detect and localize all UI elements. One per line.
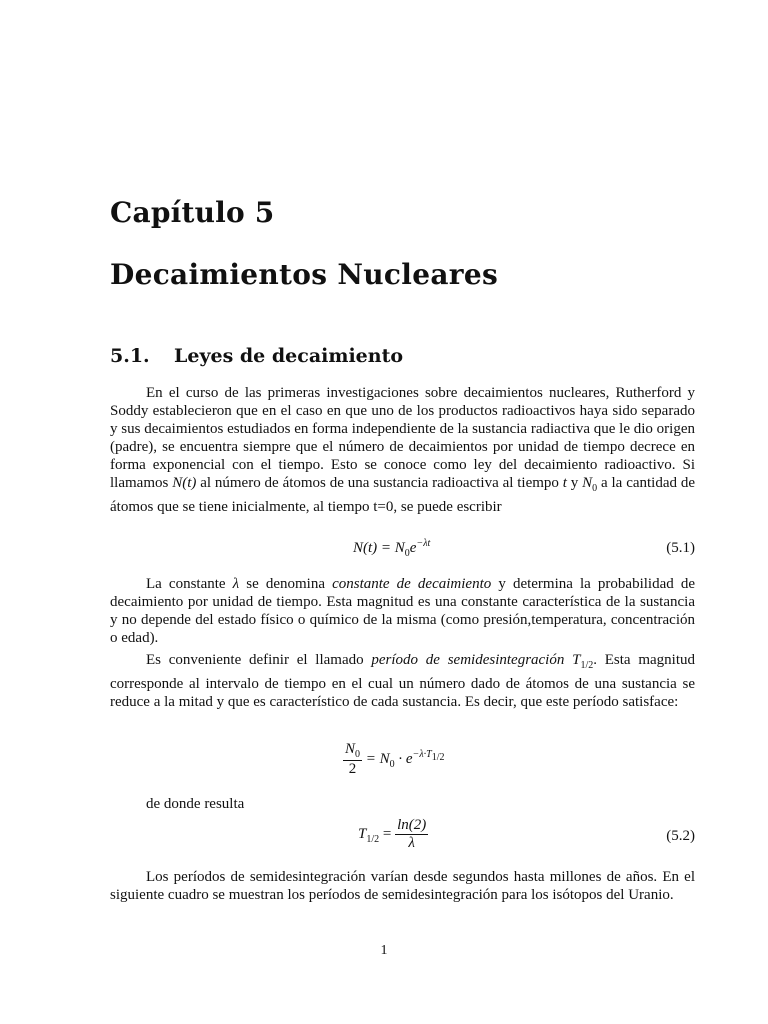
eq2-lhs: T [358, 825, 367, 842]
section-heading [110, 345, 403, 367]
var-nt: N(t) [172, 475, 197, 491]
paragraph-half-life [110, 651, 695, 711]
de-donde-resulta: de donde resulta [146, 796, 245, 812]
equation-number-5-2: (5.2) [666, 828, 695, 844]
section-title: Leyes de decaimiento [174, 345, 404, 367]
eq-half-rhs: = N [365, 750, 390, 767]
paragraph-constant [110, 575, 695, 647]
term-constante-decaimiento: constante de decaimiento [332, 576, 492, 592]
paragraph-half-life-text-b: . Esta magnitud corresponde al intervalo de tiempo en el cual un número dado de átomos de una sustancia se reduce a la mitad y que es característico de cada sustancia. Es decir, que este período satisface: [110, 652, 695, 710]
fraction-lambda: λ [408, 835, 415, 851]
fraction-n0-over-2 [343, 741, 362, 778]
paragraph-constant-text-b: se denomina [239, 576, 333, 592]
equation-5-2 [358, 817, 428, 852]
eq2-lhs-sub: 1/2 [366, 833, 380, 845]
equation-5-1 [353, 538, 430, 559]
paragraph-intro-text-d: a la cantidad de átomos que se tiene inicialmente, al tiempo t=0, se puede escribir [110, 475, 696, 515]
chapter-label: Capítulo 5 [110, 196, 275, 229]
eq2-equals: = [379, 825, 396, 842]
lambda-symbol: λ [232, 576, 240, 592]
eq-half-dot-e: · e [394, 750, 413, 767]
eq1-lhs: N(t) = N [353, 540, 405, 556]
fraction-ln2-over-lambda [395, 817, 428, 852]
eq1-exponent: −λt [416, 538, 431, 549]
paragraph-intro-text: En el curso de las primeras investigaciones sobre decaimientos nucleares, Rutherford y Soddy establecieron que en el caso en que uno de los productos radioactivos haya sido separado y sus decaimientos estudiados en forma independiente de la sustancia radiactiva que le dio origen (padre), se encuentra siempre que el número de decaimientos por unidad de tiempo decrece en forma exponencial con el tiempo. Esto se conoce como ley del decaimiento radioactivo. Si llamamos [110, 385, 695, 491]
var-n0-sub: 0 [592, 483, 598, 494]
eq-half-exp-sub: 1/2 [431, 751, 445, 763]
eq1-sub: 0 [404, 548, 410, 559]
var-n0: N [582, 475, 593, 491]
paragraph-intro [110, 384, 695, 516]
paragraph-intro-text-b: al número de átomos de una sustancia radioactiva al tiempo [196, 475, 563, 491]
var-t: t [562, 475, 567, 491]
eq-half-exp-text: −λ·T [412, 748, 432, 760]
fraction-denominator: 2 [348, 761, 357, 777]
var-t-half-sub: 1/2 [580, 660, 594, 671]
paragraph-constant-text-a: La constante [146, 576, 233, 592]
fraction-ln2: ln(2) [397, 817, 427, 833]
equation-number-5-1: (5.1) [666, 540, 695, 556]
eq-half-rhs-sub: 0 [389, 758, 395, 770]
var-t-half: T [572, 652, 581, 668]
paragraph-constant-text-c: y determina la probabilidad de decaimiento por unidad de tiempo. Esta magnitud es una constante característica de la sustancia y no depende del estado físico o químico de la misma (como presión,temperatura, concentración o edad). [110, 576, 695, 646]
paragraph-half-life-text-a: Es conveniente definir el llamado [146, 652, 372, 668]
eq-half-exp [412, 748, 445, 763]
chapter-title: Decaimientos Nucleares [110, 258, 499, 291]
eq1-base: e [409, 540, 417, 556]
paragraph-intro-text-c: y [566, 475, 583, 491]
equation-half [343, 741, 445, 778]
page-number: 1 [380, 943, 388, 958]
term-periodo-semidesintegracion: período de semidesintegración [371, 652, 565, 668]
section-number: 5.1. [110, 345, 150, 367]
fraction-numerator-sub: 0 [355, 749, 361, 760]
paragraph-closing: Los períodos de semidesintegración varían desde segundos hasta millones de años. En el siguiente cuadro se muestran los períodos de semidesintegración para los isótopos del Uranio. [110, 869, 695, 903]
fraction-numerator-var: N [345, 741, 356, 757]
fraction-numerator [343, 741, 362, 761]
